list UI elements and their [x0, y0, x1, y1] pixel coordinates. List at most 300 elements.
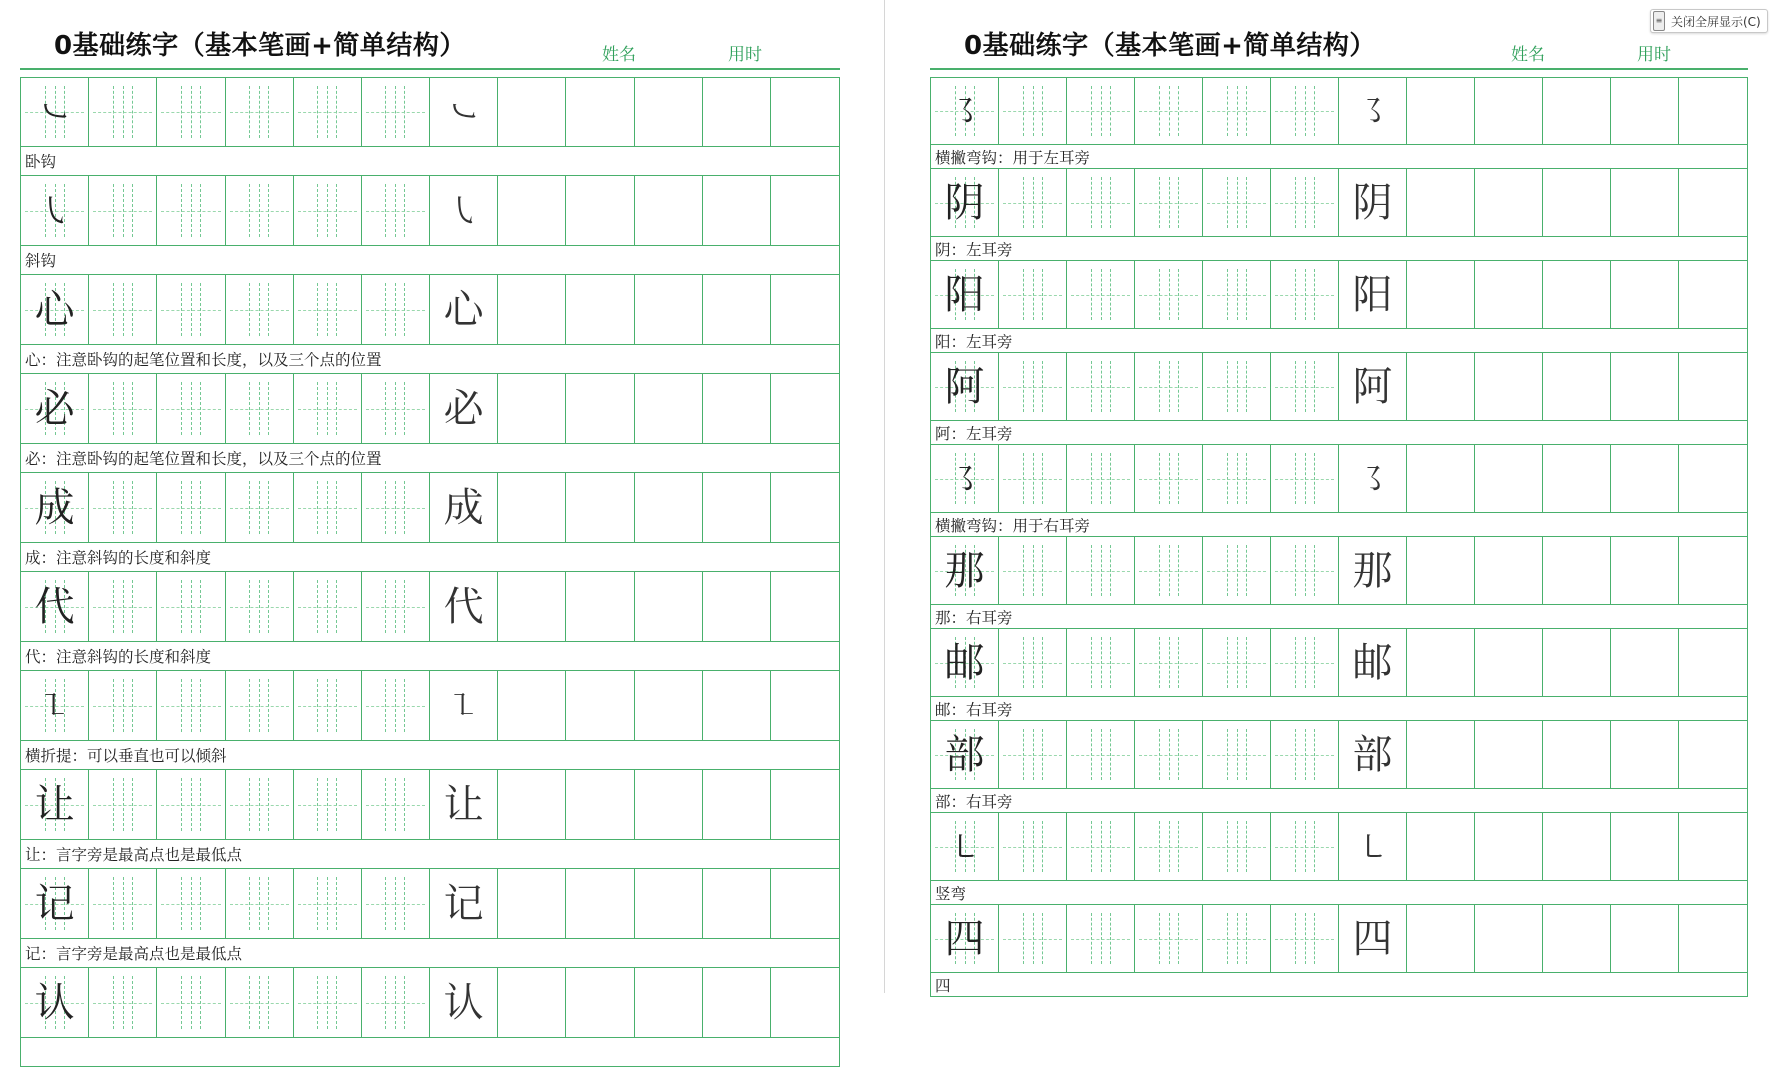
practice-cell	[771, 671, 839, 740]
practice-cell	[226, 968, 294, 1037]
horizontal-guide	[1003, 939, 1062, 940]
horizontal-guide	[1275, 847, 1334, 848]
practice-cell	[1407, 353, 1475, 420]
practice-cells	[930, 169, 1748, 237]
practice-cell	[703, 671, 771, 740]
practice-cell	[1475, 445, 1543, 512]
horizontal-guide	[93, 409, 152, 410]
row-note: 竖弯	[930, 881, 1748, 905]
practice-cell	[1271, 905, 1339, 972]
practice-cell	[1679, 353, 1747, 420]
horizontal-guide	[1071, 939, 1130, 940]
practice-row	[20, 374, 840, 473]
practice-row	[930, 537, 1748, 629]
reference-character: 那	[1352, 547, 1393, 594]
practice-cell	[1135, 261, 1203, 328]
row-note: 阿：左耳旁	[930, 421, 1748, 445]
practice-cell	[999, 353, 1067, 420]
horizontal-guide	[298, 1003, 357, 1004]
horizontal-guide	[1139, 111, 1198, 112]
horizontal-guide	[161, 1003, 220, 1004]
practice-cell	[1407, 813, 1475, 880]
practice-cell	[362, 78, 430, 146]
practice-cell	[294, 78, 362, 146]
practice-cell	[1475, 261, 1543, 328]
practice-cell	[430, 473, 498, 542]
practice-cell	[157, 770, 225, 839]
exit-fullscreen-button[interactable]	[1650, 9, 1768, 33]
horizontal-guide	[1003, 295, 1062, 296]
practice-cell	[1611, 445, 1679, 512]
model-character: 那	[944, 547, 985, 594]
practice-cell	[1203, 813, 1271, 880]
horizontal-guide	[366, 706, 425, 707]
model-character: ㇂	[38, 191, 71, 230]
row-note: 斜钩	[20, 246, 840, 275]
horizontal-guide	[161, 112, 220, 113]
practice-cell	[1067, 629, 1135, 696]
row-note: 那：右耳旁	[930, 605, 1748, 629]
practice-cell	[1271, 353, 1339, 420]
practice-cell	[1611, 169, 1679, 236]
practice-cell	[1135, 905, 1203, 972]
practice-row	[20, 671, 840, 770]
practice-cell	[1611, 813, 1679, 880]
practice-cells	[20, 770, 840, 840]
horizontal-guide	[1207, 479, 1266, 480]
practice-cell	[771, 78, 839, 146]
horizontal-guide	[1207, 111, 1266, 112]
reference-character: 成	[443, 484, 484, 531]
practice-row	[20, 473, 840, 572]
practice-cell	[157, 78, 225, 146]
practice-cell	[931, 261, 999, 328]
reference-character: 必	[443, 385, 484, 432]
practice-cell	[1407, 537, 1475, 604]
practice-cell	[1407, 169, 1475, 236]
practice-cell	[931, 537, 999, 604]
practice-cell	[1135, 813, 1203, 880]
practice-cell	[498, 968, 566, 1037]
practice-cell	[566, 572, 634, 641]
model-character: ㇄	[948, 827, 981, 866]
model-character: 邮	[944, 639, 985, 686]
practice-cell	[931, 721, 999, 788]
practice-cell	[1543, 353, 1611, 420]
practice-cells	[930, 813, 1748, 881]
practice-cell	[157, 374, 225, 443]
practice-cell	[1067, 721, 1135, 788]
reference-character: ㇂	[447, 191, 480, 230]
horizontal-guide	[1207, 755, 1266, 756]
practice-cell	[362, 473, 430, 542]
practice-cell	[21, 78, 89, 146]
practice-cell	[771, 869, 839, 938]
row-note: 阴：左耳旁	[930, 237, 1748, 261]
horizontal-guide	[366, 1003, 425, 1004]
horizontal-guide	[1003, 387, 1062, 388]
row-note: 横折提：可以垂直也可以倾斜	[20, 741, 840, 770]
practice-cells	[930, 905, 1748, 973]
horizontal-guide	[1139, 571, 1198, 572]
practice-cell	[157, 572, 225, 641]
practice-cell	[1271, 629, 1339, 696]
practice-cell	[1135, 445, 1203, 512]
practice-cells	[930, 721, 1748, 789]
practice-cell	[1475, 169, 1543, 236]
practice-cell	[566, 770, 634, 839]
horizontal-guide	[1071, 571, 1130, 572]
practice-cell	[1067, 905, 1135, 972]
horizontal-guide	[230, 904, 289, 905]
name-label: 姓名	[602, 45, 636, 65]
horizontal-guide	[1071, 663, 1130, 664]
model-character: 阿	[944, 363, 985, 410]
practice-cell	[1271, 78, 1339, 144]
practice-cell	[430, 176, 498, 245]
practice-cell	[1271, 721, 1339, 788]
model-character: 必	[34, 385, 75, 432]
practice-cell	[1203, 537, 1271, 604]
row-note: 让：言字旁是最高点也是最低点	[20, 840, 840, 869]
practice-cell	[1611, 353, 1679, 420]
horizontal-guide	[298, 805, 357, 806]
practice-cell	[430, 572, 498, 641]
practice-cell	[89, 770, 157, 839]
horizontal-guide	[161, 310, 220, 311]
horizontal-guide	[1071, 203, 1130, 204]
practice-cell	[157, 968, 225, 1037]
practice-cell	[1475, 813, 1543, 880]
practice-cell	[498, 176, 566, 245]
model-character: 部	[944, 731, 985, 778]
practice-cell	[566, 78, 634, 146]
practice-cell	[931, 813, 999, 880]
practice-cell	[1543, 721, 1611, 788]
horizontal-guide	[366, 211, 425, 212]
practice-cell	[294, 275, 362, 344]
practice-cell	[1543, 169, 1611, 236]
practice-cell	[771, 968, 839, 1037]
practice-row	[20, 869, 840, 968]
practice-row	[20, 572, 840, 671]
horizontal-guide	[1275, 571, 1334, 572]
practice-cell	[1679, 78, 1747, 144]
horizontal-guide	[230, 112, 289, 113]
horizontal-guide	[366, 607, 425, 608]
practice-cell	[1543, 445, 1611, 512]
horizontal-guide	[1003, 663, 1062, 664]
practice-cell	[1475, 905, 1543, 972]
row-note: 部：右耳旁	[930, 789, 1748, 813]
practice-cell	[1407, 445, 1475, 512]
practice-cell	[1679, 169, 1747, 236]
practice-cell	[703, 869, 771, 938]
practice-cells	[930, 629, 1748, 697]
practice-cell	[1407, 629, 1475, 696]
reference-character: ㇌	[1356, 459, 1389, 498]
reference-character: 阴	[1352, 179, 1393, 226]
horizontal-guide	[366, 805, 425, 806]
horizontal-guide	[93, 607, 152, 608]
practice-cell	[498, 275, 566, 344]
practice-cell	[1271, 261, 1339, 328]
practice-cell	[226, 78, 294, 146]
practice-cell	[1475, 353, 1543, 420]
practice-cell	[771, 275, 839, 344]
practice-cell	[21, 770, 89, 839]
model-character: 成	[34, 484, 75, 531]
practice-cell	[931, 445, 999, 512]
practice-cell	[294, 572, 362, 641]
horizontal-guide	[1139, 663, 1198, 664]
practice-cell	[1339, 353, 1407, 420]
practice-cell	[1543, 78, 1611, 144]
reference-character: 代	[443, 583, 484, 630]
practice-cell	[771, 770, 839, 839]
practice-cell	[999, 78, 1067, 144]
time-label: 用时	[1637, 45, 1671, 65]
practice-cell	[226, 473, 294, 542]
horizontal-guide	[230, 508, 289, 509]
practice-cell	[1339, 813, 1407, 880]
horizontal-guide	[1275, 111, 1334, 112]
practice-cell	[999, 905, 1067, 972]
horizontal-guide	[366, 904, 425, 905]
model-character: 心	[34, 286, 75, 333]
horizontal-guide	[230, 409, 289, 410]
horizontal-guide	[298, 211, 357, 212]
practice-row	[20, 176, 840, 275]
practice-cell	[771, 572, 839, 641]
horizontal-guide	[1071, 755, 1130, 756]
reference-character: 记	[443, 880, 484, 927]
page-divider	[884, 0, 885, 993]
practice-cell	[999, 445, 1067, 512]
practice-cell	[157, 473, 225, 542]
practice-cell	[498, 671, 566, 740]
horizontal-guide	[1207, 663, 1266, 664]
practice-cell	[999, 629, 1067, 696]
horizontal-guide	[161, 805, 220, 806]
practice-cell	[362, 770, 430, 839]
page-title: 0基础练字（基本笔画+简单结构）	[54, 31, 466, 61]
practice-cells	[20, 374, 840, 444]
practice-cell	[498, 572, 566, 641]
practice-cell	[931, 78, 999, 144]
practice-row	[930, 905, 1748, 997]
practice-cell	[566, 473, 634, 542]
horizontal-guide	[1275, 295, 1334, 296]
practice-grid	[20, 77, 840, 1067]
practice-cell	[1339, 445, 1407, 512]
horizontal-guide	[93, 904, 152, 905]
row-note: 邮：右耳旁	[930, 697, 1748, 721]
horizontal-guide	[1139, 847, 1198, 848]
reference-character: ㇌	[1356, 92, 1389, 130]
practice-cell	[294, 770, 362, 839]
practice-cell	[635, 78, 703, 146]
practice-cell	[1611, 629, 1679, 696]
horizontal-guide	[1071, 295, 1130, 296]
practice-cell	[1203, 261, 1271, 328]
horizontal-guide	[93, 211, 152, 212]
practice-cell	[157, 869, 225, 938]
practice-cell	[362, 968, 430, 1037]
practice-cell	[294, 869, 362, 938]
practice-cell	[566, 176, 634, 245]
practice-cell	[931, 169, 999, 236]
header-rule	[930, 68, 1748, 70]
practice-cell	[703, 770, 771, 839]
practice-cell	[931, 905, 999, 972]
practice-cell	[21, 176, 89, 245]
horizontal-guide	[1275, 939, 1334, 940]
worksheet-page-right	[908, 0, 1770, 993]
horizontal-guide	[1139, 755, 1198, 756]
reference-character: 心	[443, 286, 484, 333]
row-note: 四	[930, 973, 1748, 997]
practice-cell	[1543, 261, 1611, 328]
horizontal-guide	[93, 1003, 152, 1004]
practice-cell	[1407, 905, 1475, 972]
practice-cell	[566, 374, 634, 443]
worksheet-page-left	[0, 0, 884, 1026]
horizontal-guide	[1275, 387, 1334, 388]
row-note	[20, 1038, 840, 1067]
practice-cell	[294, 671, 362, 740]
practice-cell	[362, 275, 430, 344]
horizontal-guide	[161, 706, 220, 707]
practice-cell	[1067, 169, 1135, 236]
practice-cell	[1543, 905, 1611, 972]
practice-cell	[362, 671, 430, 740]
practice-cell	[157, 671, 225, 740]
practice-cell	[362, 869, 430, 938]
practice-cell	[1339, 261, 1407, 328]
page-title: 0基础练字（基本笔画+简单结构）	[964, 31, 1376, 61]
practice-cell	[635, 770, 703, 839]
horizontal-guide	[93, 805, 152, 806]
reference-character: ㇃	[447, 93, 480, 131]
practice-cell	[703, 473, 771, 542]
practice-cell	[999, 721, 1067, 788]
horizontal-guide	[93, 706, 152, 707]
practice-cell	[498, 869, 566, 938]
horizontal-guide	[161, 508, 220, 509]
row-note: 代：注意斜钩的长度和斜度	[20, 642, 840, 671]
practice-cell	[1339, 78, 1407, 144]
horizontal-guide	[366, 508, 425, 509]
practice-cell	[498, 374, 566, 443]
reference-character: 阿	[1352, 363, 1393, 410]
reference-character: ㇄	[1356, 827, 1389, 866]
horizontal-guide	[161, 904, 220, 905]
practice-row	[930, 261, 1748, 353]
practice-cells	[930, 353, 1748, 421]
practice-cell	[226, 770, 294, 839]
horizontal-guide	[1139, 203, 1198, 204]
practice-cell	[89, 968, 157, 1037]
horizontal-guide	[230, 706, 289, 707]
practice-cell	[1135, 169, 1203, 236]
practice-cell	[1543, 537, 1611, 604]
practice-cell	[498, 770, 566, 839]
practice-cell	[1475, 537, 1543, 604]
practice-row	[20, 968, 840, 1067]
horizontal-guide	[298, 112, 357, 113]
model-character: ㇌	[948, 92, 981, 130]
model-character: 阳	[944, 271, 985, 318]
horizontal-guide	[1003, 203, 1062, 204]
practice-row	[930, 77, 1748, 169]
practice-cell	[771, 473, 839, 542]
horizontal-guide	[298, 310, 357, 311]
horizontal-guide	[1275, 479, 1334, 480]
horizontal-guide	[1207, 387, 1266, 388]
practice-cell	[1475, 78, 1543, 144]
model-character: 记	[34, 880, 75, 927]
row-note: 横撇弯钩：用于左耳旁	[930, 145, 1748, 169]
horizontal-guide	[230, 607, 289, 608]
practice-cell	[1067, 445, 1135, 512]
practice-cell	[566, 968, 634, 1037]
practice-cell	[1679, 261, 1747, 328]
practice-cell	[226, 671, 294, 740]
practice-cell	[157, 275, 225, 344]
reference-character: ㇅	[447, 686, 480, 725]
horizontal-guide	[93, 310, 152, 311]
practice-row	[20, 275, 840, 374]
horizontal-guide	[161, 409, 220, 410]
practice-cells	[20, 275, 840, 345]
practice-cell	[1203, 721, 1271, 788]
practice-cell	[1611, 905, 1679, 972]
practice-cell	[1135, 721, 1203, 788]
row-note: 阳：左耳旁	[930, 329, 1748, 353]
model-character: 阴	[944, 179, 985, 226]
practice-cell	[1135, 353, 1203, 420]
practice-cell	[89, 473, 157, 542]
practice-cell	[771, 176, 839, 245]
reference-character: 四	[1352, 915, 1393, 962]
practice-cells	[20, 572, 840, 642]
practice-cell	[430, 671, 498, 740]
practice-cell	[89, 78, 157, 146]
practice-cell	[999, 261, 1067, 328]
practice-cells	[20, 869, 840, 939]
horizontal-guide	[1139, 479, 1198, 480]
horizontal-guide	[1003, 571, 1062, 572]
practice-cell	[89, 275, 157, 344]
practice-row	[930, 721, 1748, 813]
practice-cell	[635, 275, 703, 344]
practice-cell	[430, 968, 498, 1037]
horizontal-guide	[93, 508, 152, 509]
exit-fullscreen-label: 关闭全屏显示(C)	[1671, 14, 1761, 29]
practice-cell	[21, 473, 89, 542]
practice-cell	[89, 176, 157, 245]
practice-cell	[1339, 905, 1407, 972]
time-label: 用时	[728, 45, 762, 65]
practice-cell	[1679, 905, 1747, 972]
practice-cell	[999, 813, 1067, 880]
practice-cell	[294, 968, 362, 1037]
practice-cell	[226, 869, 294, 938]
practice-cell	[21, 374, 89, 443]
horizontal-guide	[230, 805, 289, 806]
horizontal-guide	[1003, 847, 1062, 848]
